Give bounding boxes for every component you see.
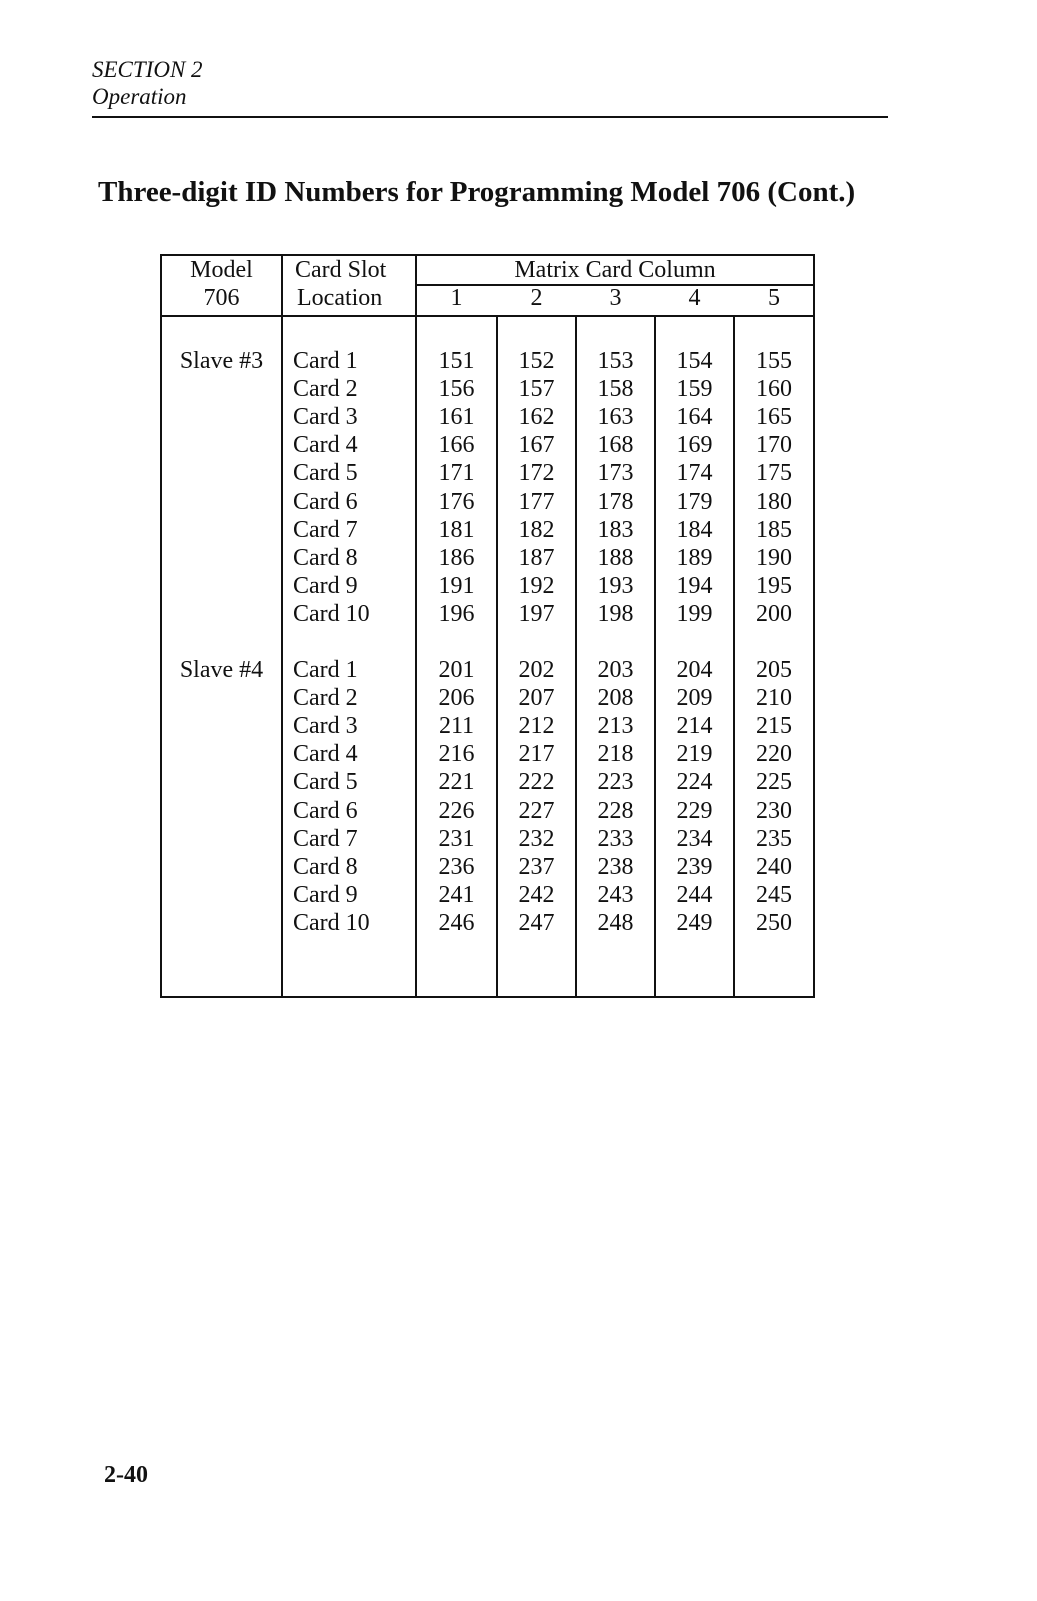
id-number-cell: 218 [597,741,634,768]
id-number-cell: 243 [597,881,634,908]
id-number-cell: 180 [756,488,792,515]
page-number: 2-40 [104,1462,148,1488]
id-number-cell: 211 [438,713,475,740]
header-rule [92,116,888,118]
id-number-cell: 178 [597,488,634,515]
card-slot-label: Card 2 [293,685,358,712]
id-number-cell: 214 [676,713,713,740]
id-number-cell: 188 [597,544,634,571]
id-number-cell: 182 [518,516,555,543]
card-slot-label: Card 9 [293,881,358,908]
model-group-label: Slave #4 [179,657,264,683]
id-number-cell: 212 [518,713,555,740]
id-number-cell: 176 [438,488,475,515]
id-number-cell: 224 [676,769,713,796]
id-number-cell: 238 [597,853,634,880]
id-number-cell: 248 [597,909,634,936]
id-number-cell: 202 [518,657,555,683]
id-number-cell: 207 [518,685,555,712]
id-number-cell: 167 [518,432,555,459]
card-slot-label: Card 2 [293,376,358,403]
id-number-cell: 226 [438,797,475,824]
id-number-cell: 241 [438,881,475,908]
id-number-cell: 169 [676,432,713,459]
id-number-cell: 174 [676,460,713,487]
id-number-cell: 181 [438,516,475,543]
id-number-cell: 242 [518,881,555,908]
id-number-cell: 246 [438,909,475,936]
id-number-cell: 200 [756,600,792,627]
id-number-cell: 240 [756,853,792,880]
id-number-cell: 234 [676,825,713,852]
id-number-cell: 173 [597,460,634,487]
id-number-cell: 161 [438,404,475,431]
id-number-cell: 183 [597,516,634,543]
id-number-cell: 165 [756,404,792,431]
id-number-cell: 192 [518,572,555,599]
model-group-label: Slave #3 [179,348,264,374]
id-number-cell: 186 [438,544,475,571]
id-number-cell: 216 [438,741,475,768]
matrix-column-label: 4 [688,285,701,311]
header-model-line2: 706 [203,285,240,311]
id-number-cell: 158 [597,376,634,403]
id-number-cell: 220 [756,741,792,768]
id-number-cell: 152 [518,348,555,374]
id-number-cell: 236 [438,853,475,880]
id-number-cell: 208 [597,685,634,712]
id-number-cell: 172 [518,460,555,487]
divider-model-slot [281,254,283,998]
id-number-cell: 179 [676,488,713,515]
id-number-cell: 205 [756,657,792,683]
id-number-cell: 160 [756,376,792,403]
id-number-cell: 153 [597,348,634,374]
id-number-cell: 195 [756,572,792,599]
card-slot-label: Card 1 [293,348,358,374]
card-slot-label: Card 8 [293,853,358,880]
card-slot-label: Card 7 [293,825,358,852]
id-number-cell: 215 [756,713,792,740]
matrix-column-label: 1 [450,285,463,311]
id-number-cell: 185 [756,516,792,543]
id-number-cell: 155 [756,348,792,374]
id-number-cell: 162 [518,404,555,431]
id-number-cell: 204 [676,657,713,683]
id-number-cell: 209 [676,685,713,712]
card-slot-label: Card 5 [293,460,358,487]
card-slot-label: Card 6 [293,488,358,515]
card-slot-label: Card 4 [293,741,358,768]
page-title: Three-digit ID Numbers for Programming Model 706 (Cont.) [98,176,856,208]
matrix-column-label: 5 [768,285,780,311]
card-slot-label: Card 7 [293,516,358,543]
id-number-cell: 199 [676,600,713,627]
card-slot-label: Card 3 [293,713,358,740]
id-number-cell: 233 [597,825,634,852]
card-slot-label: Card 10 [293,909,370,936]
card-slot-label: Card 1 [293,657,358,683]
table-border-right [813,254,815,998]
id-number-cell: 190 [756,544,792,571]
header-model-line1: Model [190,257,253,283]
card-slot-label: Card 10 [293,600,370,627]
card-slot-label: Card 8 [293,544,358,571]
id-number-cell: 166 [438,432,475,459]
id-number-cell: 163 [597,404,634,431]
id-number-cell: 171 [438,460,475,487]
id-number-cell: 231 [438,825,475,852]
id-number-cell: 245 [756,881,792,908]
id-number-cell: 154 [676,348,713,374]
matrix-column-label: 3 [609,285,622,311]
table-border-bottom [160,996,815,998]
id-number-cell: 250 [756,909,792,936]
id-number-cell: 229 [676,797,713,824]
id-number-cell: 210 [756,685,792,712]
card-slot-label: Card 5 [293,769,358,796]
id-number-cell: 196 [438,600,475,627]
id-number-cell: 237 [518,853,555,880]
card-slot-label: Card 6 [293,797,358,824]
id-number-cell: 228 [597,797,634,824]
matrix-column-label: 2 [530,285,543,311]
id-number-cell: 189 [676,544,713,571]
id-number-cell: 247 [518,909,555,936]
id-number-cell: 168 [597,432,634,459]
id-number-cell: 213 [597,713,634,740]
id-number-cell: 159 [676,376,713,403]
id-number-cell: 217 [518,741,555,768]
id-number-cell: 175 [756,460,792,487]
header-matrix-card-column: Matrix Card Column [514,257,716,283]
id-number-cell: 239 [676,853,713,880]
running-header [92,56,203,110]
id-number-cell: 222 [518,769,555,796]
card-slot-label: Card 4 [293,432,358,459]
id-number-cell: 227 [518,797,555,824]
id-number-cell: 249 [676,909,713,936]
id-number-cell: 219 [676,741,713,768]
id-number-cell: 184 [676,516,713,543]
id-number-cell: 206 [438,685,475,712]
id-number-cell: 198 [597,600,634,627]
header-bottom-rule [160,315,815,317]
id-number-cell: 191 [438,572,475,599]
id-number-cell: 193 [597,572,634,599]
id-number-cell: 177 [518,488,555,515]
id-number-cell: 244 [676,881,713,908]
id-number-cell: 197 [518,600,555,627]
id-number-cell: 221 [438,769,475,796]
id-number-cell: 157 [518,376,555,403]
id-number-cell: 235 [756,825,792,852]
id-number-cell: 203 [597,657,634,683]
id-number-table [160,254,815,998]
id-number-cell: 156 [438,376,475,403]
header-slot-line1: Card Slot [295,257,387,283]
id-number-cell: 194 [676,572,713,599]
id-number-cell: 230 [756,797,792,824]
id-number-cell: 223 [597,769,634,796]
section-subtitle: Operation [92,84,187,109]
id-number-cell: 201 [438,657,475,683]
id-number-cell: 170 [756,432,792,459]
card-slot-label: Card 9 [293,572,358,599]
header-slot-line2: Location [297,285,383,311]
id-number-cell: 225 [756,769,792,796]
section-label: SECTION 2 [92,57,203,82]
card-slot-label: Card 3 [293,404,358,431]
id-number-cell: 151 [438,348,475,374]
id-number-cell: 164 [676,404,713,431]
id-number-cell: 232 [518,825,555,852]
id-number-cell: 187 [518,544,555,571]
